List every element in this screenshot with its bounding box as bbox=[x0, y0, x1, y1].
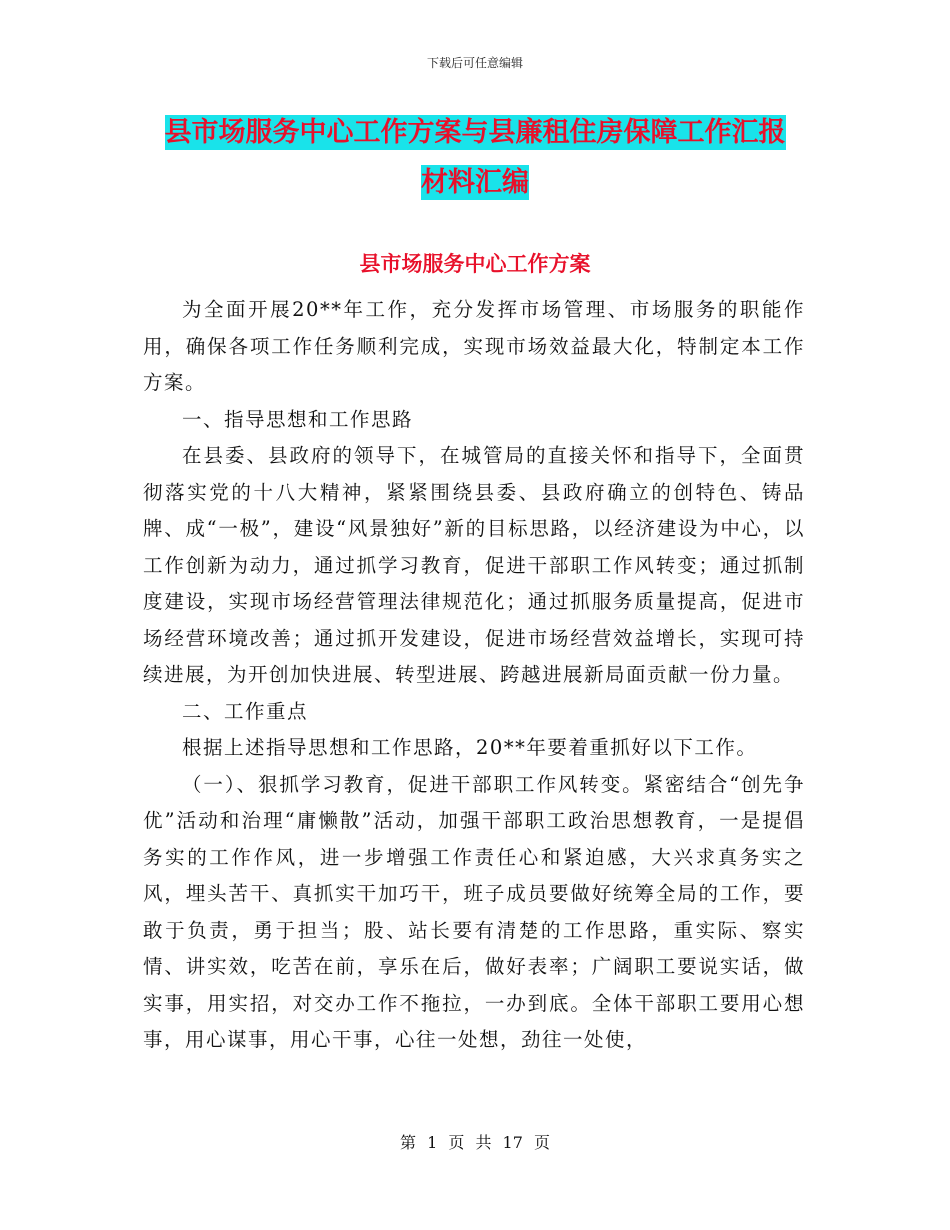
document-title-line-2: 材料汇编 bbox=[421, 167, 529, 198]
paragraph-guiding-ideas: 在县委、县政府的领导下，在城管局的直接关怀和指导下，全面贯彻落实党的十八大精神，紧紧围绕县委、县政府确立的创特色、铸品牌、成“一极”，建设“风景独好”新的目标思路，以经济建设为中心，以工作创新为动力，通过抓学习教育，促进干部职工作风转变；通过抓制度建设，实现市场经营管理法律规范化；通过抓服务质量提高，促进市场经营环境改善；通过抓开发建设，促进市场经营效益增长，实现可持续进展，为开创加快进展、转型进展、跨越进展新局面贡献一份力量。 bbox=[143, 444, 805, 686]
paragraph-study-education: （一）、狠抓学习教育，促进干部职工作风转变。紧密结合“创先争优”活动和治理“庸懒散”活动，加强干部职工政治思想教育，一是提倡务实的工作作风，进一步增强工作责任心和紧迫感，大兴求真务实之风，埋头苦干、真抓实干加巧干，班子成员要做好统筹全局的工作，要敢于负责，勇于担当；股、站长要有清楚的工作思路，重实际、察实情、讲实效，吃苦在前，享乐在后，做好表率；广阔职工要说实话，做实事，用实招，对交办工作不拖拉，一办到底。全体干部职工要用心想事，用心谋事，用心干事，心往一处想，劲往一处使， bbox=[143, 772, 805, 1051]
paragraph-work-focus-intro: 根据上述指导思想和工作思路，20**年要着重抓好以下工作。 bbox=[182, 736, 758, 759]
page-number-footer: 第 1 页 共 17 页 bbox=[400, 1133, 550, 1152]
section-title: 县市场服务中心工作方案 bbox=[359, 252, 591, 276]
document-body bbox=[143, 292, 805, 1059]
page-header-note: 下载后可任意编辑 bbox=[426, 56, 523, 70]
document-title bbox=[0, 108, 950, 208]
document-title-line-1: 县市场服务中心工作方案与县廉租住房保障工作汇报 bbox=[164, 117, 786, 148]
heading-work-focus: 二、工作重点 bbox=[182, 699, 309, 723]
paragraph-intro: 为全面开展20**年工作，充分发挥市场管理、市场服务的职能作用，确保各项工作任务顺利完成，实现市场效益最大化，特制定本工作方案。 bbox=[143, 298, 805, 394]
heading-guiding-ideas: 一、指导思想和工作思路 bbox=[182, 407, 414, 431]
